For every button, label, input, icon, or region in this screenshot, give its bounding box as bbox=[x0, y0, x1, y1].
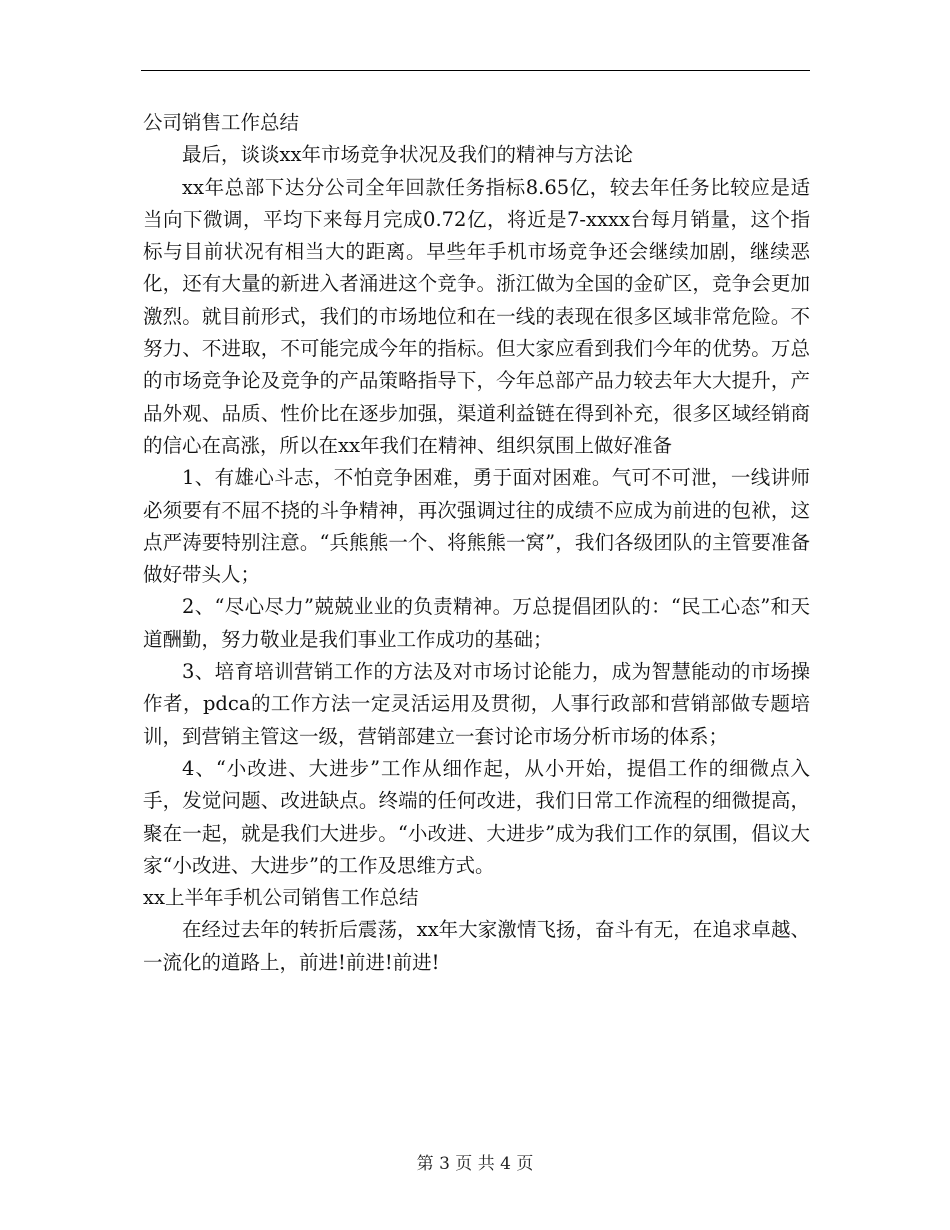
list-item-1: 1、有雄心斗志，不怕竞争困难，勇于面对困难。气可不可泄，一线讲师必须要有不屈不挠的斗争精神，再次强调过往的成绩不应成为前进的包袱，这点严涛要特别注意。“兵熊熊一个、将熊熊一窝”，我们各级团队的主管要准备做好带头人； bbox=[143, 466, 810, 587]
list-item-4: 4、“小改进、大进步”工作从细作起，从小开始，提倡工作的细微点入手，发觉问题、改进缺点。终端的任何改进，我们日常工作流程的细微提高，聚在一起，就是我们大进步。“小改进、大进步”成为我们工作的氛围，倡议大家“小改进、大进步”的工作及思维方式。 bbox=[143, 756, 810, 877]
paragraph-targets: xx年总部下达分公司全年回款任务指标8.65亿，较去年任务比较应是适当向下微调，平均下来每月完成0.72亿，将近是7-xxxx台每月销量，这个指标与目前状况有相当大的距离。早些年手机市场竞争还会继续加剧，继续恶化，还有大量的新进入者涌进这个竞争。浙江做为全国的金矿区，竞争会更加激烈。就目前形式，我们的市场地位和在一线的表现在很多区域非常危险。不努力、不进取，不可能完成今年的指标。但大家应看到我们今年的优势。万总的市场竞争论及竞争的产品策略指导下，今年总部产品力较去年大大提升，产品外观、品质、性价比在逐步加强，渠道利益链在得到补充，很多区域经销商的信心在高涨，所以在xx年我们在精神、组织氛围上做好准备 bbox=[143, 175, 810, 457]
header-rule bbox=[141, 70, 810, 71]
document-heading: 公司销售工作总结 bbox=[143, 111, 300, 134]
list-item-2: 2、“尽心尽力”兢兢业业的负责精神。万总提倡团队的：“民工心态”和天道酬勤，努力敬业是我们事业工作成功的基础； bbox=[143, 595, 810, 651]
document-body bbox=[143, 107, 810, 979]
intro-paragraph: 最后，谈谈xx年市场竞争状况及我们的精神与方法论 bbox=[182, 143, 633, 167]
section-subheading: xx上半年手机公司销售工作总结 bbox=[143, 886, 419, 910]
closing-paragraph: 在经过去年的转折后震荡，xx年大家激情飞扬，奋斗有无，在追求卓越、一流化的道路上，前进!前进!前进! bbox=[143, 918, 810, 974]
page-number: 第 3 页 共 4 页 bbox=[416, 1154, 534, 1174]
list-item-3: 3、培育培训营销工作的方法及对市场讨论能力，成为智慧能动的市场操作者，pdca的工作方法一定灵活运用及贯彻，人事行政部和营销部做专题培训，到营销主管这一级，营销部建立一套讨论市场分析市场的体系； bbox=[143, 660, 810, 748]
